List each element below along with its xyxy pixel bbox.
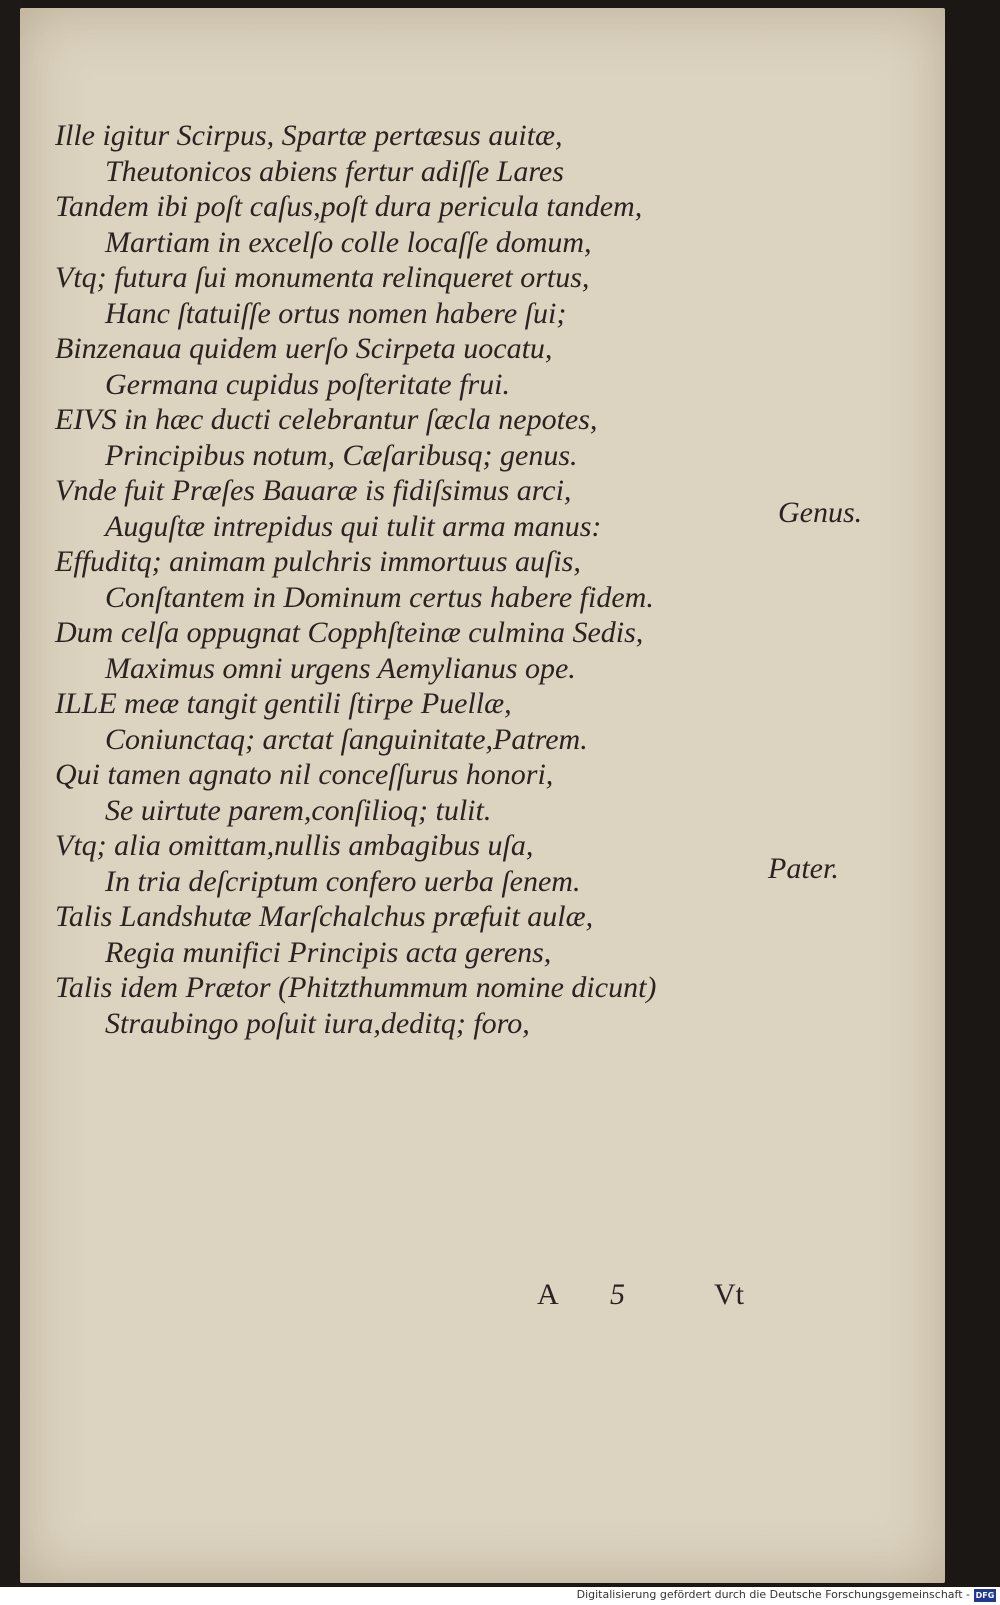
verse-line: EIVS in hæc ducti celebrantur ſæcla nepotes, <box>55 403 598 436</box>
verse-line: Regia munifici Principis acta gerens, <box>105 935 552 969</box>
verse-block <box>55 118 755 1041</box>
verse-line: Qui tamen agnato nil conceſſurus honori, <box>55 758 554 791</box>
verse-line: Se uirtute parem,conſilioq; tulit. <box>105 793 492 827</box>
verse-line: In tria deſcriptum confero uerba ſenem. <box>105 864 581 898</box>
verse-line: Auguſtæ intrepidus qui tulit arma manus: <box>105 509 602 543</box>
verse-line: Vtq; alia omittam,nullis ambagibus uſa, <box>55 829 534 862</box>
verse-line: Dum celſa oppugnat Copphſteinæ culmina Sedis, <box>55 616 644 649</box>
marginal-note-pater: Pater. <box>768 852 839 885</box>
verse-line: Vnde fuit Præſes Bauaræ is fidiſsimus arci, <box>55 474 572 507</box>
verse-line: Theutonicos abiens fertur adiſſe Lares <box>105 154 564 188</box>
verse-line: Talis idem Prætor (Phitzthummum nomine dicunt) <box>55 971 657 1004</box>
verse-line: Straubingo poſuit iura,deditq; foro, <box>105 1006 530 1040</box>
verse-line: ILLE meæ tangit gentili ſtirpe Puellæ, <box>55 687 512 720</box>
verse-line: Ille igitur Scirpus, Spartæ pertæsus auitæ, <box>55 119 563 152</box>
signature-mark: A <box>537 1278 559 1311</box>
verse-line: Vtq; futura ſui monumenta relinqueret ortus, <box>55 261 590 294</box>
verse-line: Hanc ſtatuiſſe ortus nomen habere ſui; <box>105 296 567 330</box>
dfg-logo-icon: DFG <box>975 1591 995 1600</box>
verse-line: Germana cupidus poſteritate frui. <box>105 367 510 401</box>
verse-line: Martiam in excelſo colle locaſſe domum, <box>105 225 592 259</box>
catchword: Vt <box>714 1278 744 1311</box>
signature-number: 5 <box>610 1278 625 1311</box>
scan-left-edge <box>0 0 22 1605</box>
footer-bar <box>0 1587 1000 1605</box>
verse-line: Binzenaua quidem uerſo Scirpeta uocatu, <box>55 332 553 365</box>
verse-line: Tandem ibi poſt caſus,poſt dura pericula tandem, <box>55 190 643 223</box>
verse-line: Maximus omni urgens Aemylianus ope. <box>105 651 576 685</box>
footer-credit: Digitalisierung gefördert durch die Deutsche Forschungsgemeinschaft - <box>576 1588 970 1601</box>
verse-line: Talis Landshutæ Marſchalchus præfuit aulæ, <box>55 900 594 933</box>
verse-line: Principibus notum, Cæſaribusq; genus. <box>105 438 578 472</box>
verse-line: Conſtantem in Dominum certus habere fidem. <box>105 580 654 614</box>
verse-line: Effuditq; animam pulchris immortuus auſis, <box>55 545 581 578</box>
marginal-note-genus: Genus. <box>778 496 863 529</box>
verse-line: Coniunctaq; arctat ſanguinitate,Patrem. <box>105 722 588 756</box>
